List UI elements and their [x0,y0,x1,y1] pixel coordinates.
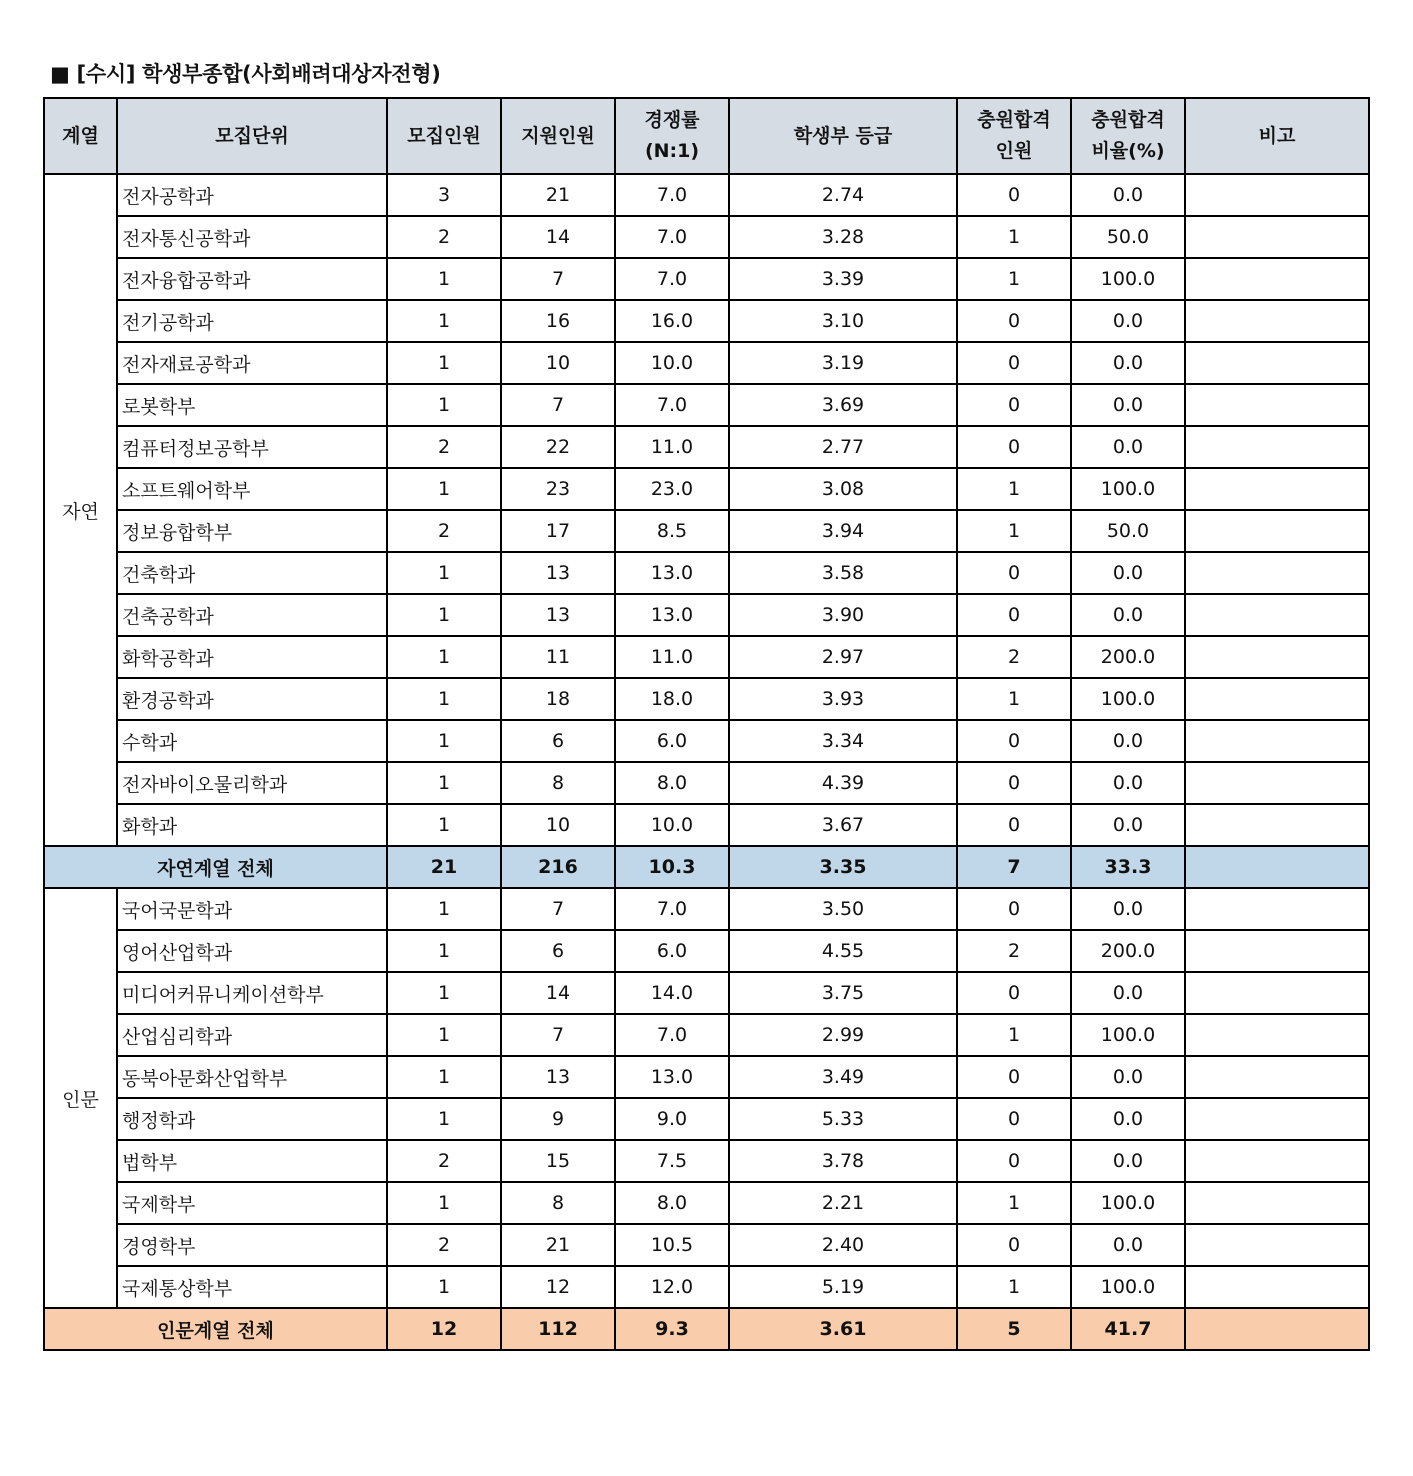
header-extra-line1: 충원합격 [977,109,1051,131]
applicants-cell: 21 [501,1224,615,1266]
applicants-cell: 14 [501,216,615,258]
note-cell [1185,888,1369,930]
table-row [44,1224,1369,1266]
grade-cell: 3.50 [729,888,957,930]
extra-rate-cell: 0.0 [1071,1224,1185,1266]
grade-cell: 3.78 [729,1140,957,1182]
applicants-cell: 21 [501,174,615,216]
subtotal-extra-cell: 7 [957,846,1071,888]
unit-cell: 영어산업학과 [117,930,387,972]
quota-cell: 1 [387,720,501,762]
quota-cell: 1 [387,804,501,846]
grade-cell: 2.97 [729,636,957,678]
extra-rate-cell: 100.0 [1071,1182,1185,1224]
table-row [44,552,1369,594]
grade-cell: 3.93 [729,678,957,720]
subtotal-row [44,846,1369,888]
quota-cell: 1 [387,342,501,384]
ratio-cell: 23.0 [615,468,729,510]
note-cell [1185,552,1369,594]
extra-rate-cell: 0.0 [1071,888,1185,930]
table-row [44,342,1369,384]
extra-rate-cell: 0.0 [1071,1056,1185,1098]
applicants-cell: 18 [501,678,615,720]
extra-cell: 0 [957,552,1071,594]
grade-cell: 3.69 [729,384,957,426]
quota-cell: 2 [387,216,501,258]
grade-cell: 3.39 [729,258,957,300]
extra-rate-cell: 200.0 [1071,930,1185,972]
header-unit: 모집단위 [117,98,387,174]
quota-cell: 1 [387,972,501,1014]
quota-cell: 1 [387,1014,501,1056]
subtotal-extra-rate-cell: 33.3 [1071,846,1185,888]
grade-cell: 2.99 [729,1014,957,1056]
ratio-cell: 10.0 [615,804,729,846]
table-row [44,510,1369,552]
quota-cell: 1 [387,762,501,804]
extra-cell: 1 [957,510,1071,552]
subtotal-grade-cell: 3.35 [729,846,957,888]
unit-cell: 전자공학과 [117,174,387,216]
applicants-cell: 7 [501,384,615,426]
grade-cell: 5.19 [729,1266,957,1308]
ratio-cell: 13.0 [615,1056,729,1098]
subtotal-quota-cell: 21 [387,846,501,888]
grade-cell: 3.94 [729,510,957,552]
extra-rate-cell: 0.0 [1071,1140,1185,1182]
note-cell [1185,678,1369,720]
applicants-cell: 14 [501,972,615,1014]
grade-cell: 4.55 [729,930,957,972]
ratio-cell: 10.0 [615,342,729,384]
ratio-cell: 18.0 [615,678,729,720]
unit-cell: 정보융합학부 [117,510,387,552]
header-row [44,98,1369,174]
ratio-cell: 16.0 [615,300,729,342]
grade-cell: 2.77 [729,426,957,468]
extra-rate-cell: 100.0 [1071,1014,1185,1056]
extra-cell: 0 [957,762,1071,804]
table-row [44,1056,1369,1098]
table-row [44,384,1369,426]
header-extra-rate [1071,98,1185,174]
quota-cell: 1 [387,258,501,300]
ratio-cell: 7.0 [615,888,729,930]
grade-cell: 2.74 [729,174,957,216]
quota-cell: 1 [387,678,501,720]
extra-rate-cell: 100.0 [1071,1266,1185,1308]
note-cell [1185,300,1369,342]
applicants-cell: 15 [501,1140,615,1182]
extra-rate-cell: 100.0 [1071,258,1185,300]
applicants-cell: 6 [501,720,615,762]
grade-cell: 3.10 [729,300,957,342]
grade-cell: 3.58 [729,552,957,594]
unit-cell: 미디어커뮤니케이션학부 [117,972,387,1014]
applicants-cell: 13 [501,552,615,594]
note-cell [1185,1266,1369,1308]
quota-cell: 1 [387,1056,501,1098]
unit-cell: 소프트웨어학부 [117,468,387,510]
extra-rate-cell: 0.0 [1071,342,1185,384]
extra-cell: 0 [957,1098,1071,1140]
table-row [44,636,1369,678]
note-cell [1185,384,1369,426]
ratio-cell: 12.0 [615,1266,729,1308]
grade-cell: 3.08 [729,468,957,510]
applicants-cell: 13 [501,594,615,636]
applicants-cell: 7 [501,1014,615,1056]
extra-rate-cell: 0.0 [1071,594,1185,636]
subtotal-applicants-cell: 216 [501,846,615,888]
header-extra-line2: 인원 [995,140,1033,162]
unit-cell: 전자융합공학과 [117,258,387,300]
applicants-cell: 8 [501,762,615,804]
header-ratio [615,98,729,174]
applicants-cell: 23 [501,468,615,510]
table-row [44,930,1369,972]
grade-cell: 5.33 [729,1098,957,1140]
header-quota: 모집인원 [387,98,501,174]
header-applicants: 지원인원 [501,98,615,174]
applicants-cell: 12 [501,1266,615,1308]
ratio-cell: 7.0 [615,174,729,216]
unit-cell: 전자재료공학과 [117,342,387,384]
quota-cell: 2 [387,1140,501,1182]
unit-cell: 로봇학부 [117,384,387,426]
page-title: ■ [수시] 학생부종합(사회배려대상자전형) [50,62,441,86]
note-cell [1185,972,1369,1014]
grade-cell: 3.67 [729,804,957,846]
ratio-cell: 7.5 [615,1140,729,1182]
grade-cell: 3.34 [729,720,957,762]
table-body [44,174,1369,1350]
extra-cell: 0 [957,972,1071,1014]
note-cell [1185,174,1369,216]
subtotal-applicants-cell: 112 [501,1308,615,1350]
category-cell: 자연 [44,174,117,846]
extra-cell: 0 [957,342,1071,384]
ratio-cell: 9.0 [615,1098,729,1140]
table-row [44,762,1369,804]
table-row [44,426,1369,468]
unit-cell: 전자바이오물리학과 [117,762,387,804]
note-cell [1185,468,1369,510]
table-row [44,468,1369,510]
grade-cell: 2.21 [729,1182,957,1224]
table-row [44,174,1369,216]
extra-cell: 0 [957,384,1071,426]
ratio-cell: 10.5 [615,1224,729,1266]
subtotal-grade-cell: 3.61 [729,1308,957,1350]
unit-cell: 산업심리학과 [117,1014,387,1056]
table-row [44,972,1369,1014]
quota-cell: 1 [387,1098,501,1140]
header-extra [957,98,1071,174]
admission-results-table [43,97,1370,1351]
quota-cell: 1 [387,1266,501,1308]
note-cell [1185,258,1369,300]
extra-cell: 1 [957,1266,1071,1308]
extra-rate-cell: 0.0 [1071,972,1185,1014]
applicants-cell: 22 [501,426,615,468]
note-cell [1185,720,1369,762]
extra-cell: 0 [957,804,1071,846]
extra-cell: 2 [957,636,1071,678]
extra-cell: 0 [957,426,1071,468]
table-row [44,678,1369,720]
subtotal-note-cell [1185,846,1369,888]
table-row [44,216,1369,258]
grade-cell: 4.39 [729,762,957,804]
unit-cell: 건축공학과 [117,594,387,636]
ratio-cell: 13.0 [615,552,729,594]
applicants-cell: 7 [501,258,615,300]
table-row [44,1140,1369,1182]
note-cell [1185,1224,1369,1266]
grade-cell: 3.28 [729,216,957,258]
unit-cell: 행정학과 [117,1098,387,1140]
table-row [44,1014,1369,1056]
extra-cell: 1 [957,678,1071,720]
applicants-cell: 6 [501,930,615,972]
ratio-cell: 8.0 [615,762,729,804]
ratio-cell: 6.0 [615,720,729,762]
extra-cell: 0 [957,1056,1071,1098]
unit-cell: 법학부 [117,1140,387,1182]
note-cell [1185,930,1369,972]
ratio-cell: 13.0 [615,594,729,636]
ratio-cell: 8.0 [615,1182,729,1224]
unit-cell: 동북아문화산업학부 [117,1056,387,1098]
extra-rate-cell: 0.0 [1071,552,1185,594]
extra-cell: 1 [957,1182,1071,1224]
subtotal-label: 자연계열 전체 [44,846,387,888]
grade-cell: 3.75 [729,972,957,1014]
extra-cell: 0 [957,174,1071,216]
unit-cell: 화학공학과 [117,636,387,678]
subtotal-extra-rate-cell: 41.7 [1071,1308,1185,1350]
extra-rate-cell: 200.0 [1071,636,1185,678]
quota-cell: 1 [387,636,501,678]
extra-rate-cell: 100.0 [1071,468,1185,510]
applicants-cell: 9 [501,1098,615,1140]
grade-cell: 3.19 [729,342,957,384]
extra-cell: 1 [957,1014,1071,1056]
subtotal-extra-cell: 5 [957,1308,1071,1350]
ratio-cell: 11.0 [615,426,729,468]
quota-cell: 2 [387,510,501,552]
table-row [44,594,1369,636]
applicants-cell: 13 [501,1056,615,1098]
extra-cell: 1 [957,468,1071,510]
note-cell [1185,594,1369,636]
unit-cell: 컴퓨터정보공학부 [117,426,387,468]
quota-cell: 2 [387,1224,501,1266]
header-extra-rate-line1: 충원합격 [1091,109,1165,131]
subtotal-ratio-cell: 9.3 [615,1308,729,1350]
header-ratio-line1: 경쟁률 [644,109,700,131]
extra-rate-cell: 50.0 [1071,216,1185,258]
unit-cell: 수학과 [117,720,387,762]
table-row [44,720,1369,762]
header-note: 비고 [1185,98,1369,174]
ratio-cell: 7.0 [615,216,729,258]
note-cell [1185,804,1369,846]
note-cell [1185,762,1369,804]
category-cell: 인문 [44,888,117,1308]
table-row [44,1266,1369,1308]
subtotal-note-cell [1185,1308,1369,1350]
extra-rate-cell: 100.0 [1071,678,1185,720]
quota-cell: 2 [387,426,501,468]
quota-cell: 1 [387,384,501,426]
table-row [44,804,1369,846]
note-cell [1185,1098,1369,1140]
note-cell [1185,342,1369,384]
table-row [44,1182,1369,1224]
header-extra-rate-line2: 비율(%) [1091,140,1165,162]
ratio-cell: 6.0 [615,930,729,972]
quota-cell: 1 [387,1182,501,1224]
extra-cell: 1 [957,258,1071,300]
ratio-cell: 7.0 [615,1014,729,1056]
table-row [44,300,1369,342]
subtotal-label: 인문계열 전체 [44,1308,387,1350]
unit-cell: 건축학과 [117,552,387,594]
grade-cell: 2.40 [729,1224,957,1266]
extra-cell: 0 [957,594,1071,636]
applicants-cell: 7 [501,888,615,930]
note-cell [1185,216,1369,258]
table-row [44,888,1369,930]
extra-rate-cell: 0.0 [1071,1098,1185,1140]
extra-rate-cell: 0.0 [1071,804,1185,846]
subtotal-quota-cell: 12 [387,1308,501,1350]
extra-cell: 0 [957,888,1071,930]
unit-cell: 국어국문학과 [117,888,387,930]
extra-rate-cell: 0.0 [1071,300,1185,342]
ratio-cell: 7.0 [615,384,729,426]
header-ratio-line2: (N:1) [644,140,700,162]
extra-cell: 2 [957,930,1071,972]
unit-cell: 국제학부 [117,1182,387,1224]
applicants-cell: 16 [501,300,615,342]
applicants-cell: 8 [501,1182,615,1224]
table-row [44,258,1369,300]
extra-cell: 1 [957,216,1071,258]
note-cell [1185,1014,1369,1056]
unit-cell: 전자통신공학과 [117,216,387,258]
note-cell [1185,426,1369,468]
extra-rate-cell: 0.0 [1071,426,1185,468]
grade-cell: 3.90 [729,594,957,636]
quota-cell: 1 [387,552,501,594]
extra-rate-cell: 0.0 [1071,384,1185,426]
note-cell [1185,636,1369,678]
extra-cell: 0 [957,1140,1071,1182]
quota-cell: 1 [387,594,501,636]
grade-cell: 3.49 [729,1056,957,1098]
applicants-cell: 10 [501,342,615,384]
subtotal-ratio-cell: 10.3 [615,846,729,888]
extra-cell: 0 [957,720,1071,762]
ratio-cell: 14.0 [615,972,729,1014]
ratio-cell: 8.5 [615,510,729,552]
extra-cell: 0 [957,1224,1071,1266]
unit-cell: 화학과 [117,804,387,846]
quota-cell: 1 [387,468,501,510]
quota-cell: 1 [387,300,501,342]
header-grade: 학생부 등급 [729,98,957,174]
extra-rate-cell: 0.0 [1071,174,1185,216]
extra-rate-cell: 0.0 [1071,720,1185,762]
extra-rate-cell: 0.0 [1071,762,1185,804]
note-cell [1185,1140,1369,1182]
table-row [44,1098,1369,1140]
unit-cell: 전기공학과 [117,300,387,342]
applicants-cell: 11 [501,636,615,678]
unit-cell: 환경공학과 [117,678,387,720]
quota-cell: 3 [387,174,501,216]
subtotal-row [44,1308,1369,1350]
header-category: 계열 [44,98,117,174]
note-cell [1185,510,1369,552]
ratio-cell: 7.0 [615,258,729,300]
note-cell [1185,1182,1369,1224]
unit-cell: 경영학부 [117,1224,387,1266]
ratio-cell: 11.0 [615,636,729,678]
extra-cell: 0 [957,300,1071,342]
applicants-cell: 17 [501,510,615,552]
quota-cell: 1 [387,888,501,930]
unit-cell: 국제통상학부 [117,1266,387,1308]
note-cell [1185,1056,1369,1098]
extra-rate-cell: 50.0 [1071,510,1185,552]
quota-cell: 1 [387,930,501,972]
applicants-cell: 10 [501,804,615,846]
